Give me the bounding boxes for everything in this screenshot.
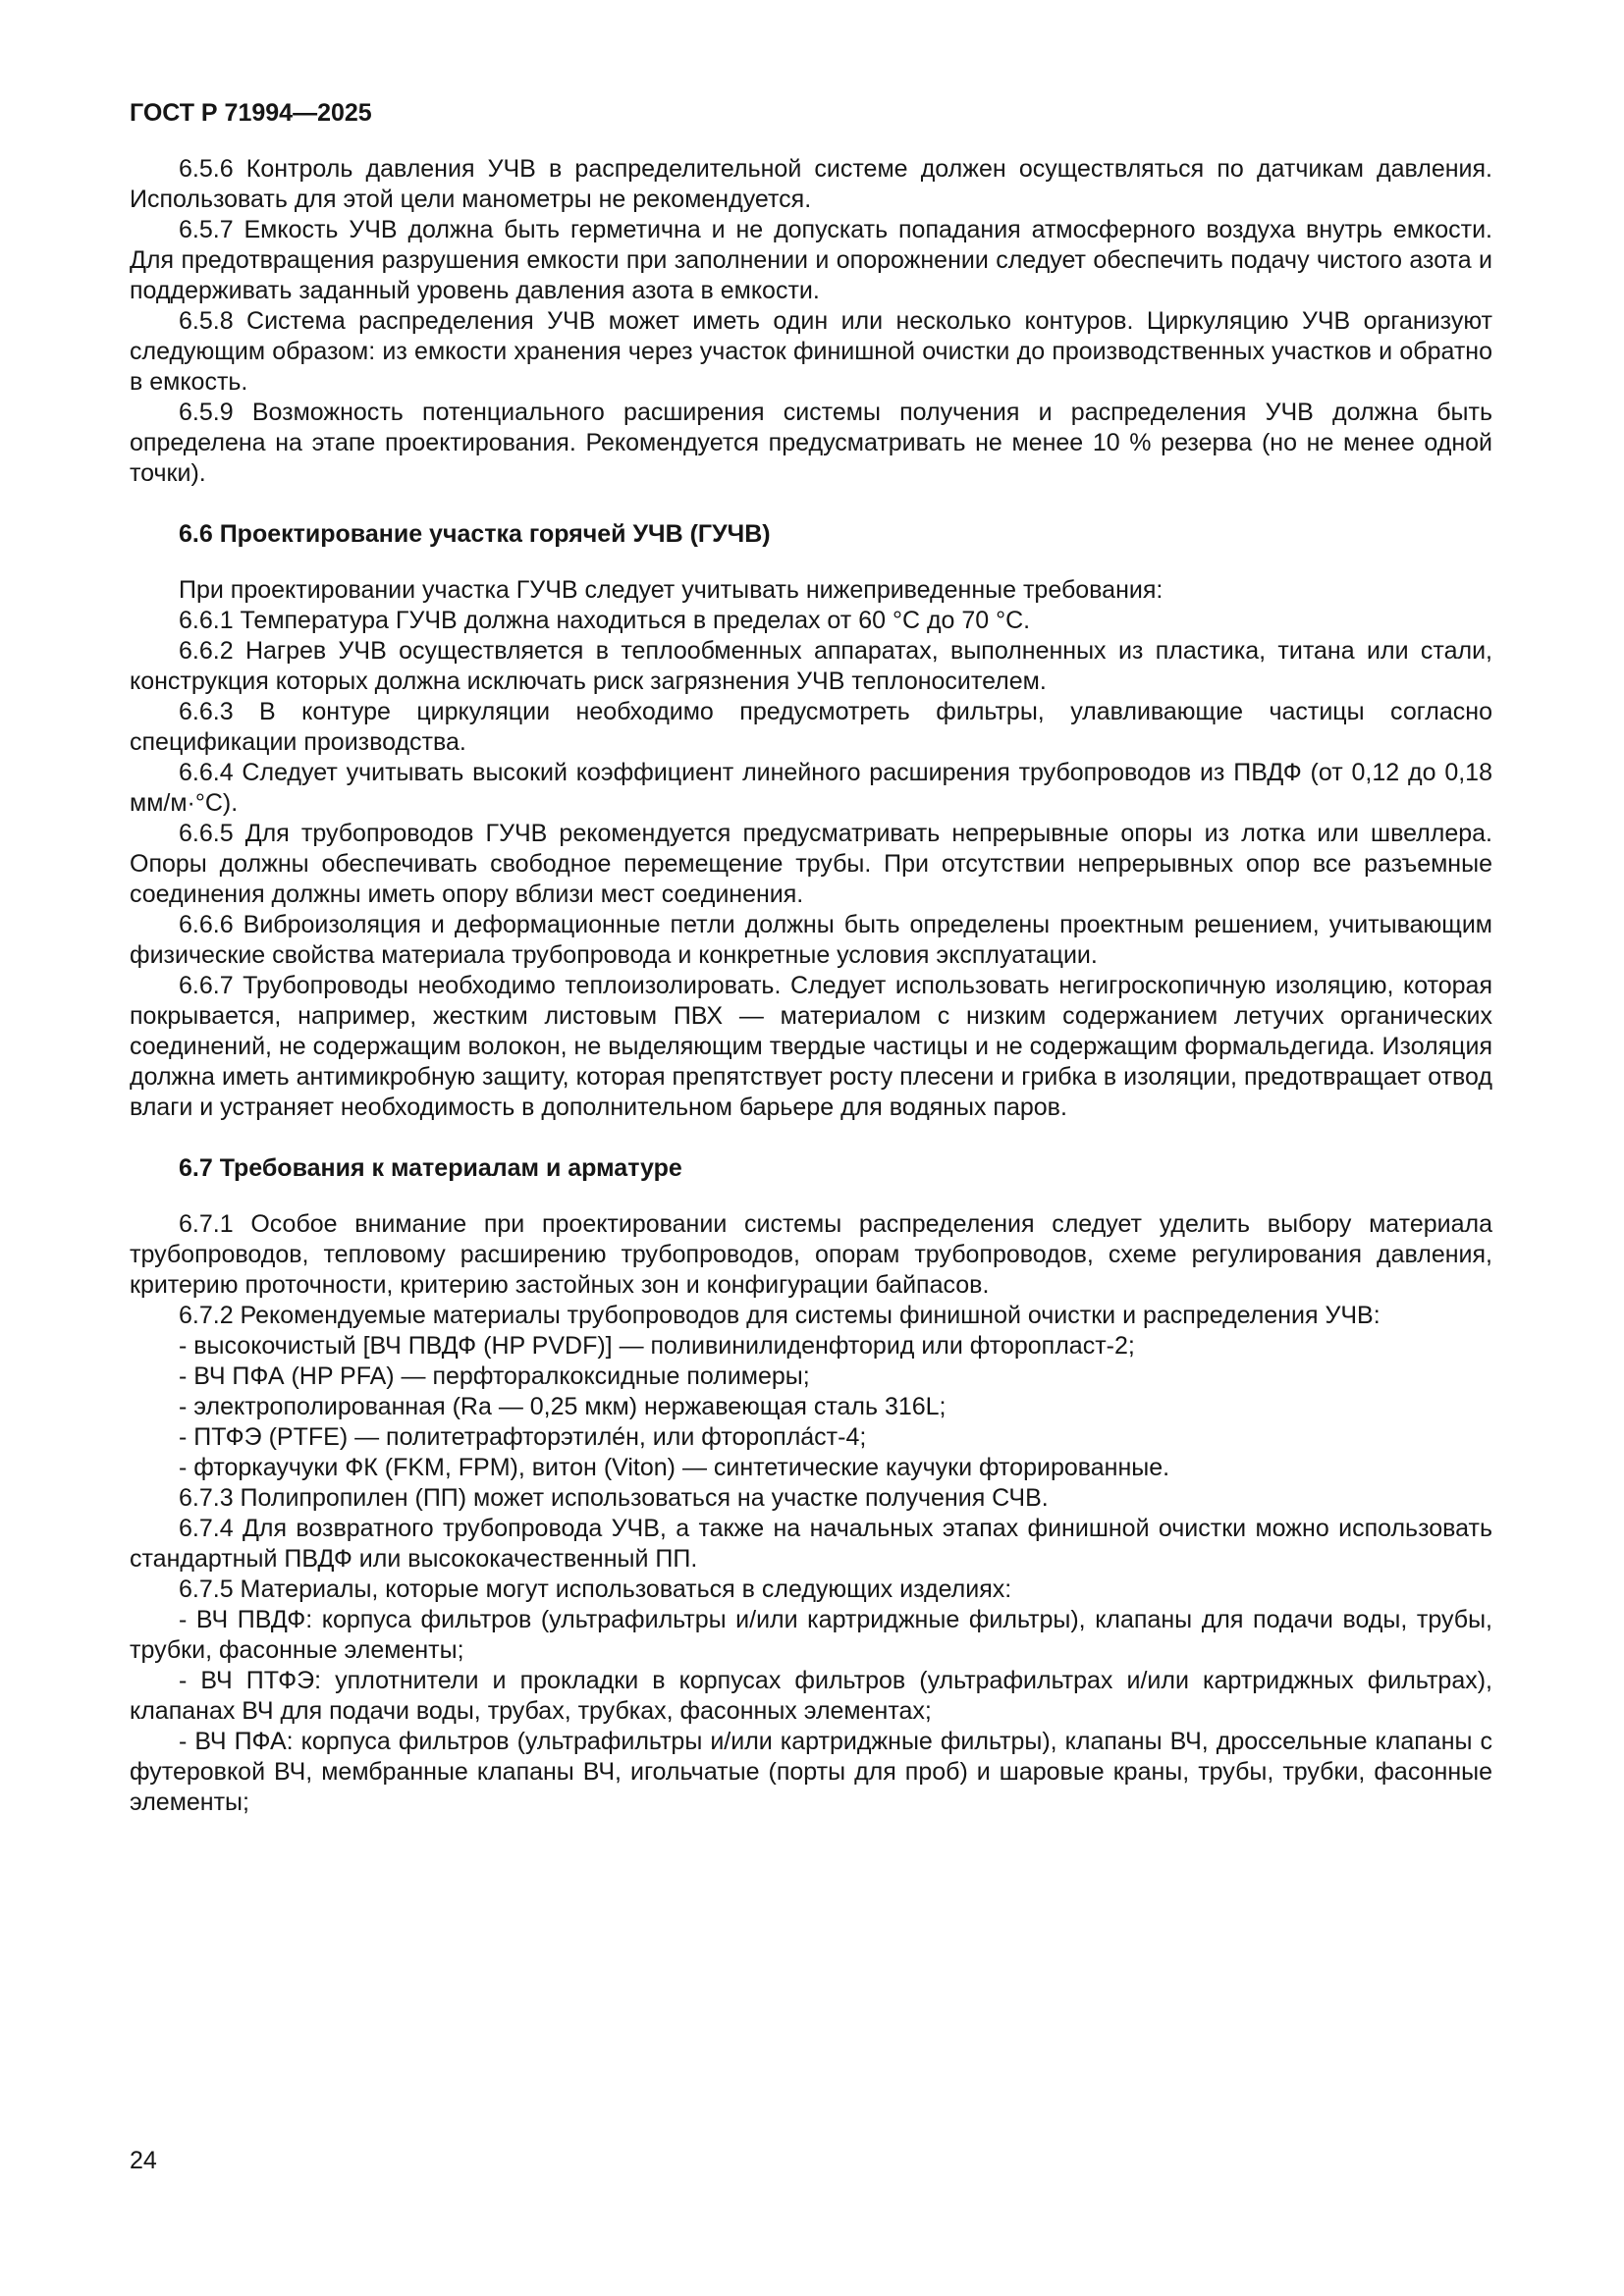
paragraph: - фторкаучуки ФК (FKM, FPM), витон (Viton) — синтетические каучуки фторированные. <box>179 1454 1170 1481</box>
section-heading: 6.7 Требования к материалам и арматуре <box>179 1154 682 1182</box>
paragraph: 6.7.1 Особое внимание при проектировании системы распределения следует уделить выбору материала трубопроводов, тепловому расширению трубопроводов, опорам трубопроводов, схеме регулирования давления, критерию проточности, критерию застойных зон и конфигурации байпасов. <box>130 1210 1492 1299</box>
paragraph: - электрополированная (Ra — 0,25 мкм) нержавеющая сталь 316L; <box>179 1393 947 1420</box>
paragraph: - ВЧ ПФА: корпуса фильтров (ультрафильтры и/или картриджные фильтры), клапаны ВЧ, дроссельные клапаны с футеровкой ВЧ, мембранные клапаны ВЧ, игольчатые (порты для проб) и шаровые краны, трубы, трубки, фасонные элементы; <box>130 1728 1492 1816</box>
paragraph: 6.5.6 Контроль давления УЧВ в распределительной системе должен осуществляться по датчикам давления. Использовать для этой цели манометры не рекомендуется. <box>130 155 1492 213</box>
paragraph: 6.7.4 Для возвратного трубопровода УЧВ, а также на начальных этапах финишной очистки можно использовать стандартный ПВДФ или высококачественный ПП. <box>130 1515 1492 1573</box>
section-heading: 6.6 Проектирование участка горячей УЧВ (ГУЧВ) <box>179 520 771 548</box>
paragraph: 6.6.2 Нагрев УЧВ осуществляется в теплообменных аппаратах, выполненных из пластика, титана или стали, конструкция которых должна исключать риск загрязнения УЧВ теплоносителем. <box>130 637 1492 695</box>
paragraph: - ПТФЭ (PTFE) — политетрафторэтиле́н, или фторопла́ст-4; <box>179 1423 867 1451</box>
document-header: ГОСТ Р 71994—2025 <box>130 99 372 127</box>
paragraph: - высокочистый [ВЧ ПВДФ (HP PVDF)] — поливинилиденфторид или фторопласт-2; <box>179 1332 1135 1360</box>
paragraph: 6.7.2 Рекомендуемые материалы трубопроводов для системы финишной очистки и распределения УЧВ: <box>179 1302 1380 1329</box>
paragraph: 6.6.4 Следует учитывать высокий коэффициент линейного расширения трубопроводов из ПВДФ (от 0,12 до 0,18 мм/м·°С). <box>130 759 1492 817</box>
paragraph: 6.5.7 Емкость УЧВ должна быть герметична и не допускать попадания атмосферного воздуха внутрь емкости. Для предотвращения разрушения емкости при заполнении и опорожнении следует обеспечить подачу чистого азота и поддерживать заданный уровень давления азота в емкости. <box>130 216 1492 304</box>
paragraph: 6.6.7 Трубопроводы необходимо теплоизолировать. Следует использовать негигроскопичную изоляцию, которая покрывается, например, жестким листовым ПВХ — материалом с низким содержанием летучих органических соединений, не содержащим волокон, не выделяющим твердые частицы и не содержащим формальдегида. Изоляция должна иметь антимикробную защиту, которая препятствует росту плесени и грибка в изоляции, предотвращает отвод влаги и устраняет необходимость в дополнительном барьере для водяных паров. <box>130 972 1492 1121</box>
paragraph: 6.5.9 Возможность потенциального расширения системы получения и распределения УЧВ должна быть определена на этапе проектирования. Рекомендуется предусматривать не менее 10 % резерва (но не менее одной точки). <box>130 399 1492 487</box>
paragraph: 6.7.3 Полипропилен (ПП) может использоваться на участке получения СЧВ. <box>179 1484 1049 1512</box>
paragraph: - ВЧ ПТФЭ: уплотнители и прокладки в корпусах фильтров (ультрафильтрах и/или картриджных фильтрах), клапанах ВЧ для подачи воды, трубах, трубках, фасонных элементах; <box>130 1667 1492 1725</box>
paragraph: 6.7.5 Материалы, которые могут использоваться в следующих изделиях: <box>179 1575 1012 1603</box>
paragraph: При проектировании участка ГУЧВ следует учитывать нижеприведенные требования: <box>179 576 1164 604</box>
paragraph: 6.6.5 Для трубопроводов ГУЧВ рекомендуется предусматривать непрерывные опоры из лотка или швеллера. Опоры должны обеспечивать свободное перемещение трубы. При отсутствии непрерывных опор все разъемные соединения должны иметь опору вблизи мест соединения. <box>130 820 1492 908</box>
paragraph: 6.6.6 Виброизоляция и деформационные петли должны быть определены проектным решением, учитывающим физические свойства материала трубопровода и конкретные условия эксплуатации. <box>130 911 1492 969</box>
paragraph: 6.5.8 Система распределения УЧВ может иметь один или несколько контуров. Циркуляцию УЧВ организуют следующим образом: из емкости хранения через участок финишной очистки до производственных участков и обратно в емкость. <box>130 307 1492 396</box>
paragraph: 6.6.1 Температура ГУЧВ должна находиться в пределах от 60 °С до 70 °С. <box>179 607 1031 634</box>
paragraph: - ВЧ ПВДФ: корпуса фильтров (ультрафильтры и/или картриджные фильтры), клапаны для подачи воды, трубы, трубки, фасонные элементы; <box>130 1606 1492 1664</box>
page-body <box>130 154 1492 1818</box>
page-number: 24 <box>130 2147 157 2174</box>
paragraph: 6.6.3 В контуре циркуляции необходимо предусмотреть фильтры, улавливающие частицы согласно спецификации производства. <box>130 698 1492 756</box>
paragraph: - ВЧ ПФА (HP PFA) — перфторалкоксидные полимеры; <box>179 1362 810 1390</box>
